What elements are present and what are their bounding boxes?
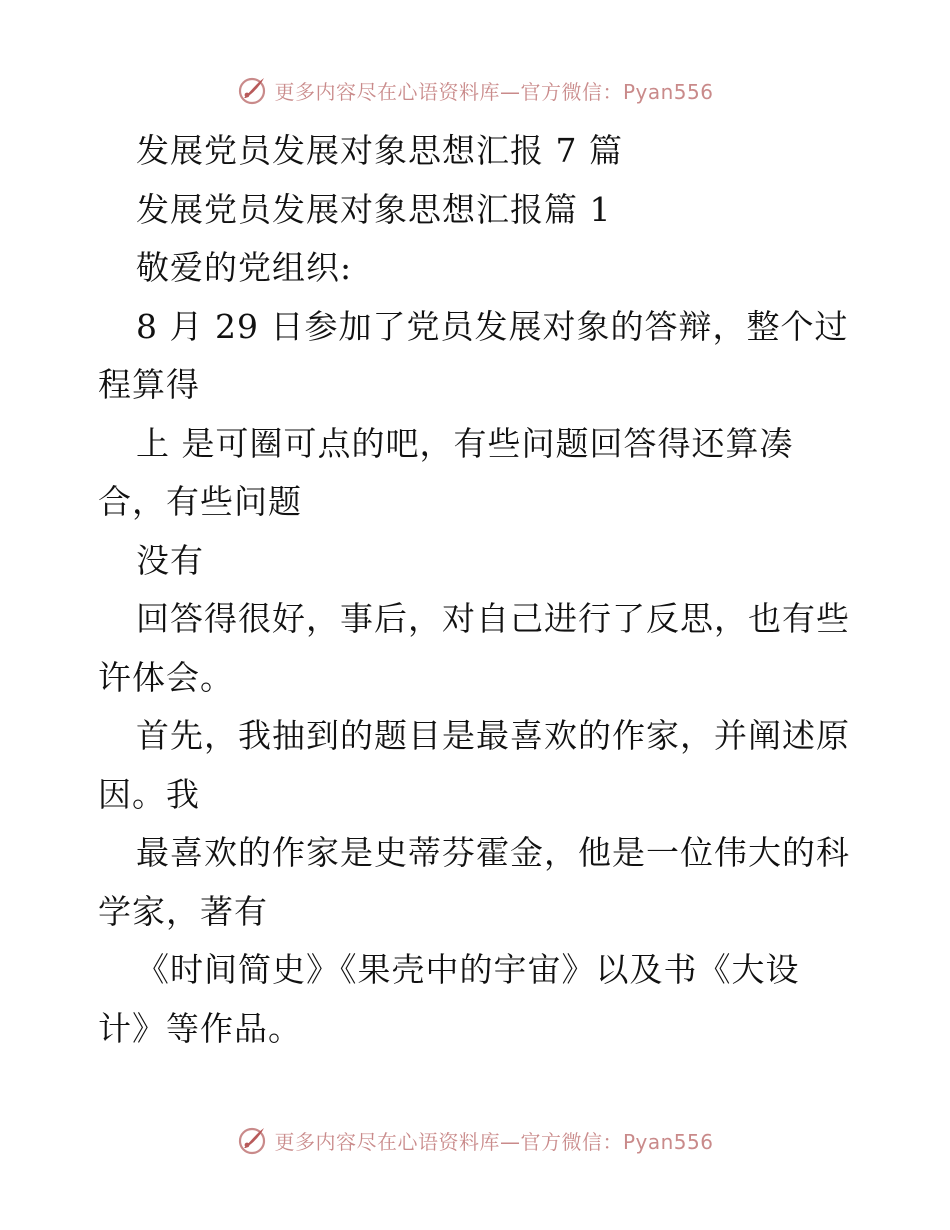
paragraph-line: 合，有些问题 xyxy=(98,482,302,521)
paragraph-line: 上 是可圈可点的吧，有些问题回答得还算凑 xyxy=(136,423,794,463)
document-title: 发展党员发展对象思想汇报 7 篇 xyxy=(136,131,623,170)
paragraph-line: 回答得很好，事后，对自己进行了反思，也有些 xyxy=(136,599,850,638)
paragraph-line: 计》等作品。 xyxy=(98,1008,302,1048)
watermark-text: 更多内容尽在心语资料库—官方微信：Pyan556 xyxy=(274,1129,714,1154)
footer-watermark xyxy=(0,1120,950,1160)
paragraph-line: 《时间简史》《果壳中的宇宙》以及书《大设 xyxy=(136,950,800,989)
paragraph-line: 8 月 29 日参加了党员发展对象的答辩，整个过 xyxy=(136,306,849,346)
header-watermark xyxy=(0,70,950,110)
paragraph-line: 程算得 xyxy=(98,365,200,404)
paragraph-line: 首先，我抽到的题目是最喜欢的作家，并阐述原 xyxy=(136,716,850,755)
section-heading: 发展党员发展对象思想汇报篇 1 xyxy=(136,189,612,229)
feather-seal-logo xyxy=(236,74,268,106)
paragraph-line: 最喜欢的作家是史蒂芬霍金，他是一位伟大的科 xyxy=(136,833,850,872)
salutation: 敬爱的党组织: xyxy=(136,248,353,287)
paragraph-line: 因。我 xyxy=(98,774,200,814)
watermark-text: 更多内容尽在心语资料库—官方微信：Pyan556 xyxy=(274,79,714,104)
document-body xyxy=(98,122,858,1058)
paragraph-line: 许体会。 xyxy=(98,657,234,697)
paragraph-line: 没有 xyxy=(136,540,204,580)
feather-seal-logo xyxy=(236,1124,268,1156)
paragraph-line: 学家，著有 xyxy=(98,891,268,931)
